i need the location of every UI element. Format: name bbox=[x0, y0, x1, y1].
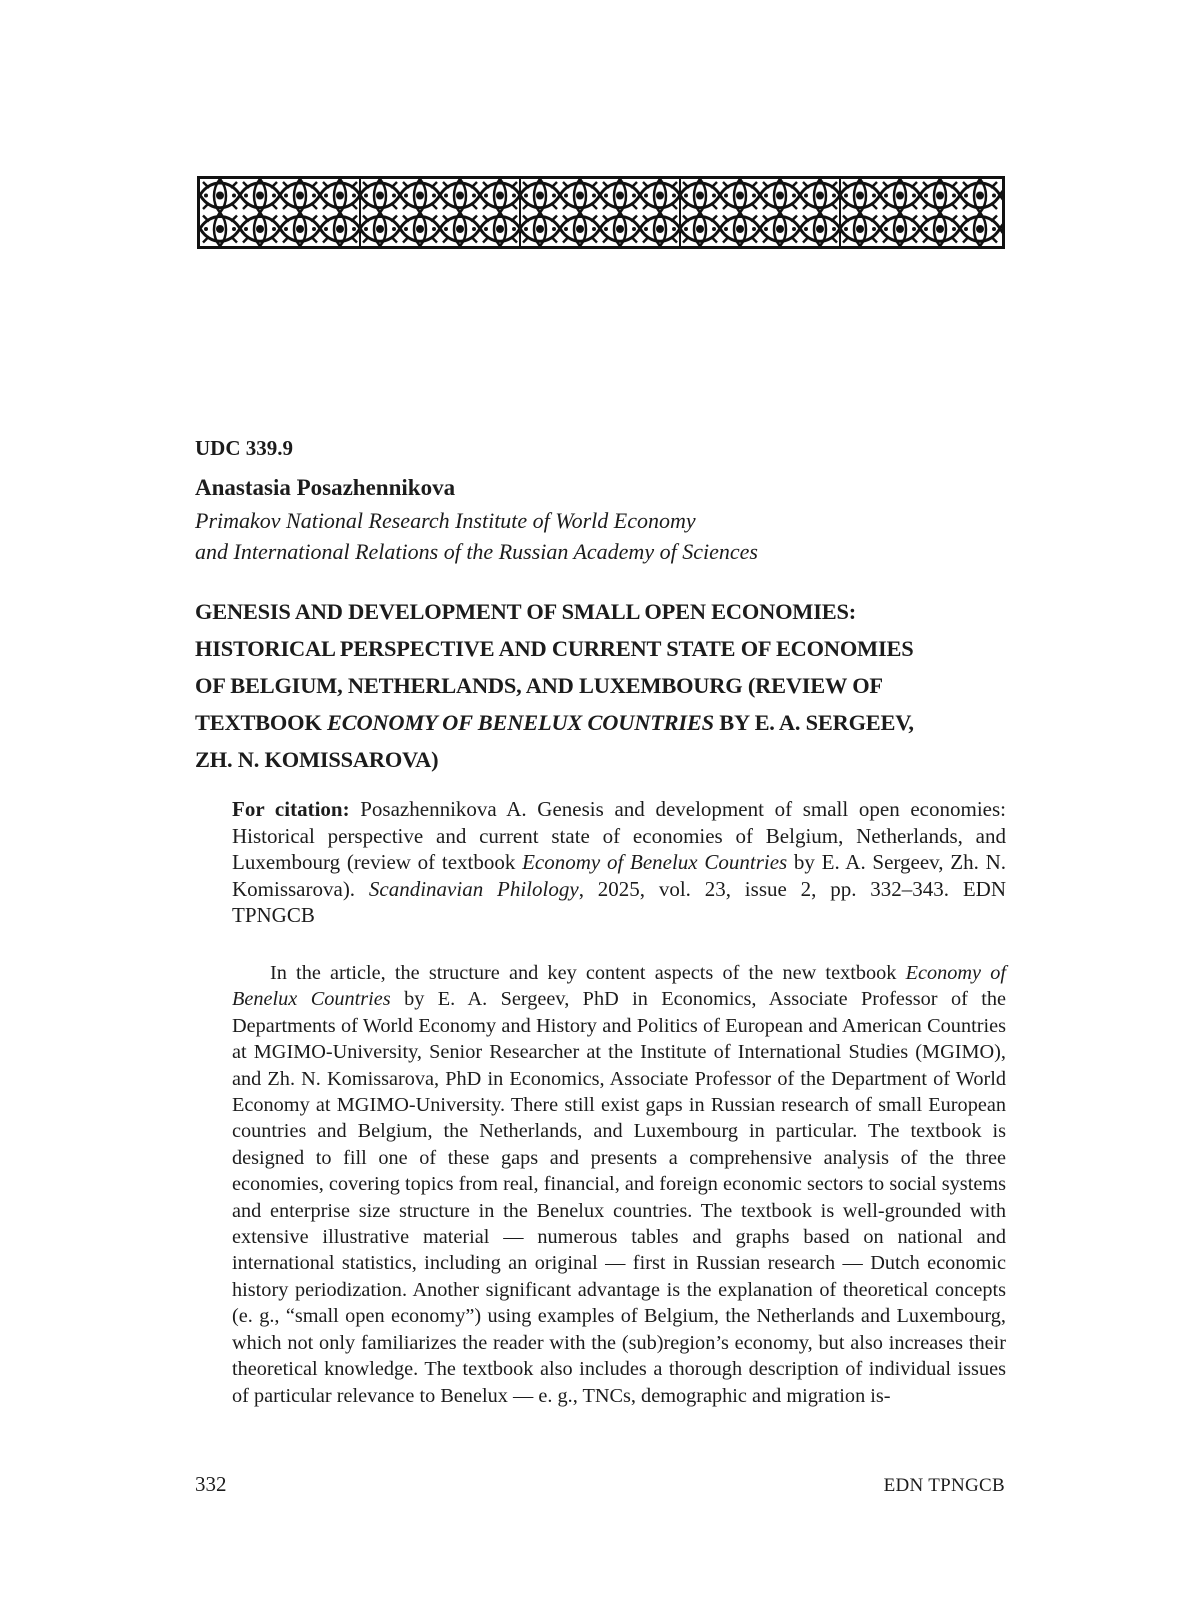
author-affiliation bbox=[195, 505, 955, 567]
knotwork-pattern-icon bbox=[200, 179, 1002, 246]
citation-text: , 2025, vol. 23, issue 2, pp. 332–343. EDN TPNGCB bbox=[232, 876, 1007, 927]
title-book-name: ECONOMY OF BENELUX COUNTRIES bbox=[326, 710, 714, 735]
title-line: OF BELGIUM, NETHERLANDS, AND LUXEMBOURG (REVIEW OF bbox=[195, 673, 883, 698]
affiliation-line: and International Relations of the Russian Academy of Sciences bbox=[195, 539, 758, 564]
article-title bbox=[195, 593, 975, 778]
affiliation-line: Primakov National Research Institute of World Economy bbox=[195, 508, 696, 533]
title-line: HISTORICAL PERSPECTIVE AND CURRENT STATE OF ECONOMIES bbox=[195, 636, 914, 661]
citation-journal: Scandinavian Philology bbox=[368, 876, 579, 901]
author-name: Anastasia Posazhennikova bbox=[195, 475, 456, 500]
title-line bbox=[195, 704, 975, 741]
footer-edn: EDN TPNGCB bbox=[883, 1475, 1005, 1496]
udc-code: UDC 339.9 bbox=[195, 436, 293, 460]
citation-book-title: Economy of Benelux Countries bbox=[522, 850, 788, 874]
citation-text: Posazhennikova A. Genesis and development of small open economies: Historical perspective and current state of economies of Belgium, Netherlands, and Luxembourg (review of textbook bbox=[232, 797, 1007, 874]
citation-block bbox=[232, 796, 1006, 929]
citation-label: For citation: bbox=[232, 797, 350, 821]
title-line: GENESIS AND DEVELOPMENT OF SMALL OPEN ECONOMIES: bbox=[195, 599, 856, 624]
abstract-text: In the article, the structure and key content aspects of the new textbook bbox=[270, 962, 906, 984]
title-text: BY E. A. SERGEEV, bbox=[713, 710, 914, 735]
title-line: ZH. N. KOMISSAROVA) bbox=[195, 747, 439, 772]
title-text: TEXTBOOK bbox=[195, 710, 327, 735]
abstract-book-title: Economy of Benelux Countries bbox=[232, 962, 1006, 1011]
decorative-ornament-banner bbox=[197, 176, 1005, 249]
abstract-text: by E. A. Sergeev, PhD in Economics, Associate Professor of the Departments of World Economy and History and Politics of European and American Countries at MGIMO-University, Senior Researcher at the Institute of International Studies (MGIMO), and Zh. N. Komissarova, PhD in Economics, Associate Professor of the Department of World Economy at MGIMO-University. There still exist gaps in Russian research of small European countries and Belgium, the Netherlands, and Luxembourg in particular. The textbook is designed to fill one of these gaps and presents a comprehensive analysis of the three economies, covering topics from real, financial, and foreign economic sectors to social systems and enterprise size structure in the Benelux countries. The textbook is well-grounded with extensive illustrative material — numerous tables and graphs based on national and international statistics, including an original — first in Russian research — Dutch economic history periodization. Another significant advantage is the explanation of theoretical concepts (e. g., “small open economy”) using examples of Belgium, the Netherlands and Luxembourg, which not only familiarizes the reader with the (sub)region’s economy, but also increases their theoretical knowledge. The textbook also includes a thorough description of individual issues of particular relevance to Benelux — e. g., TNCs, demographic and migration is- bbox=[232, 988, 1006, 1407]
page-number: 332 bbox=[195, 1472, 227, 1496]
citation-text: by E. A. Sergeev, Zh. N. Komissarova). bbox=[232, 850, 1006, 901]
abstract-paragraph bbox=[232, 960, 1006, 1409]
